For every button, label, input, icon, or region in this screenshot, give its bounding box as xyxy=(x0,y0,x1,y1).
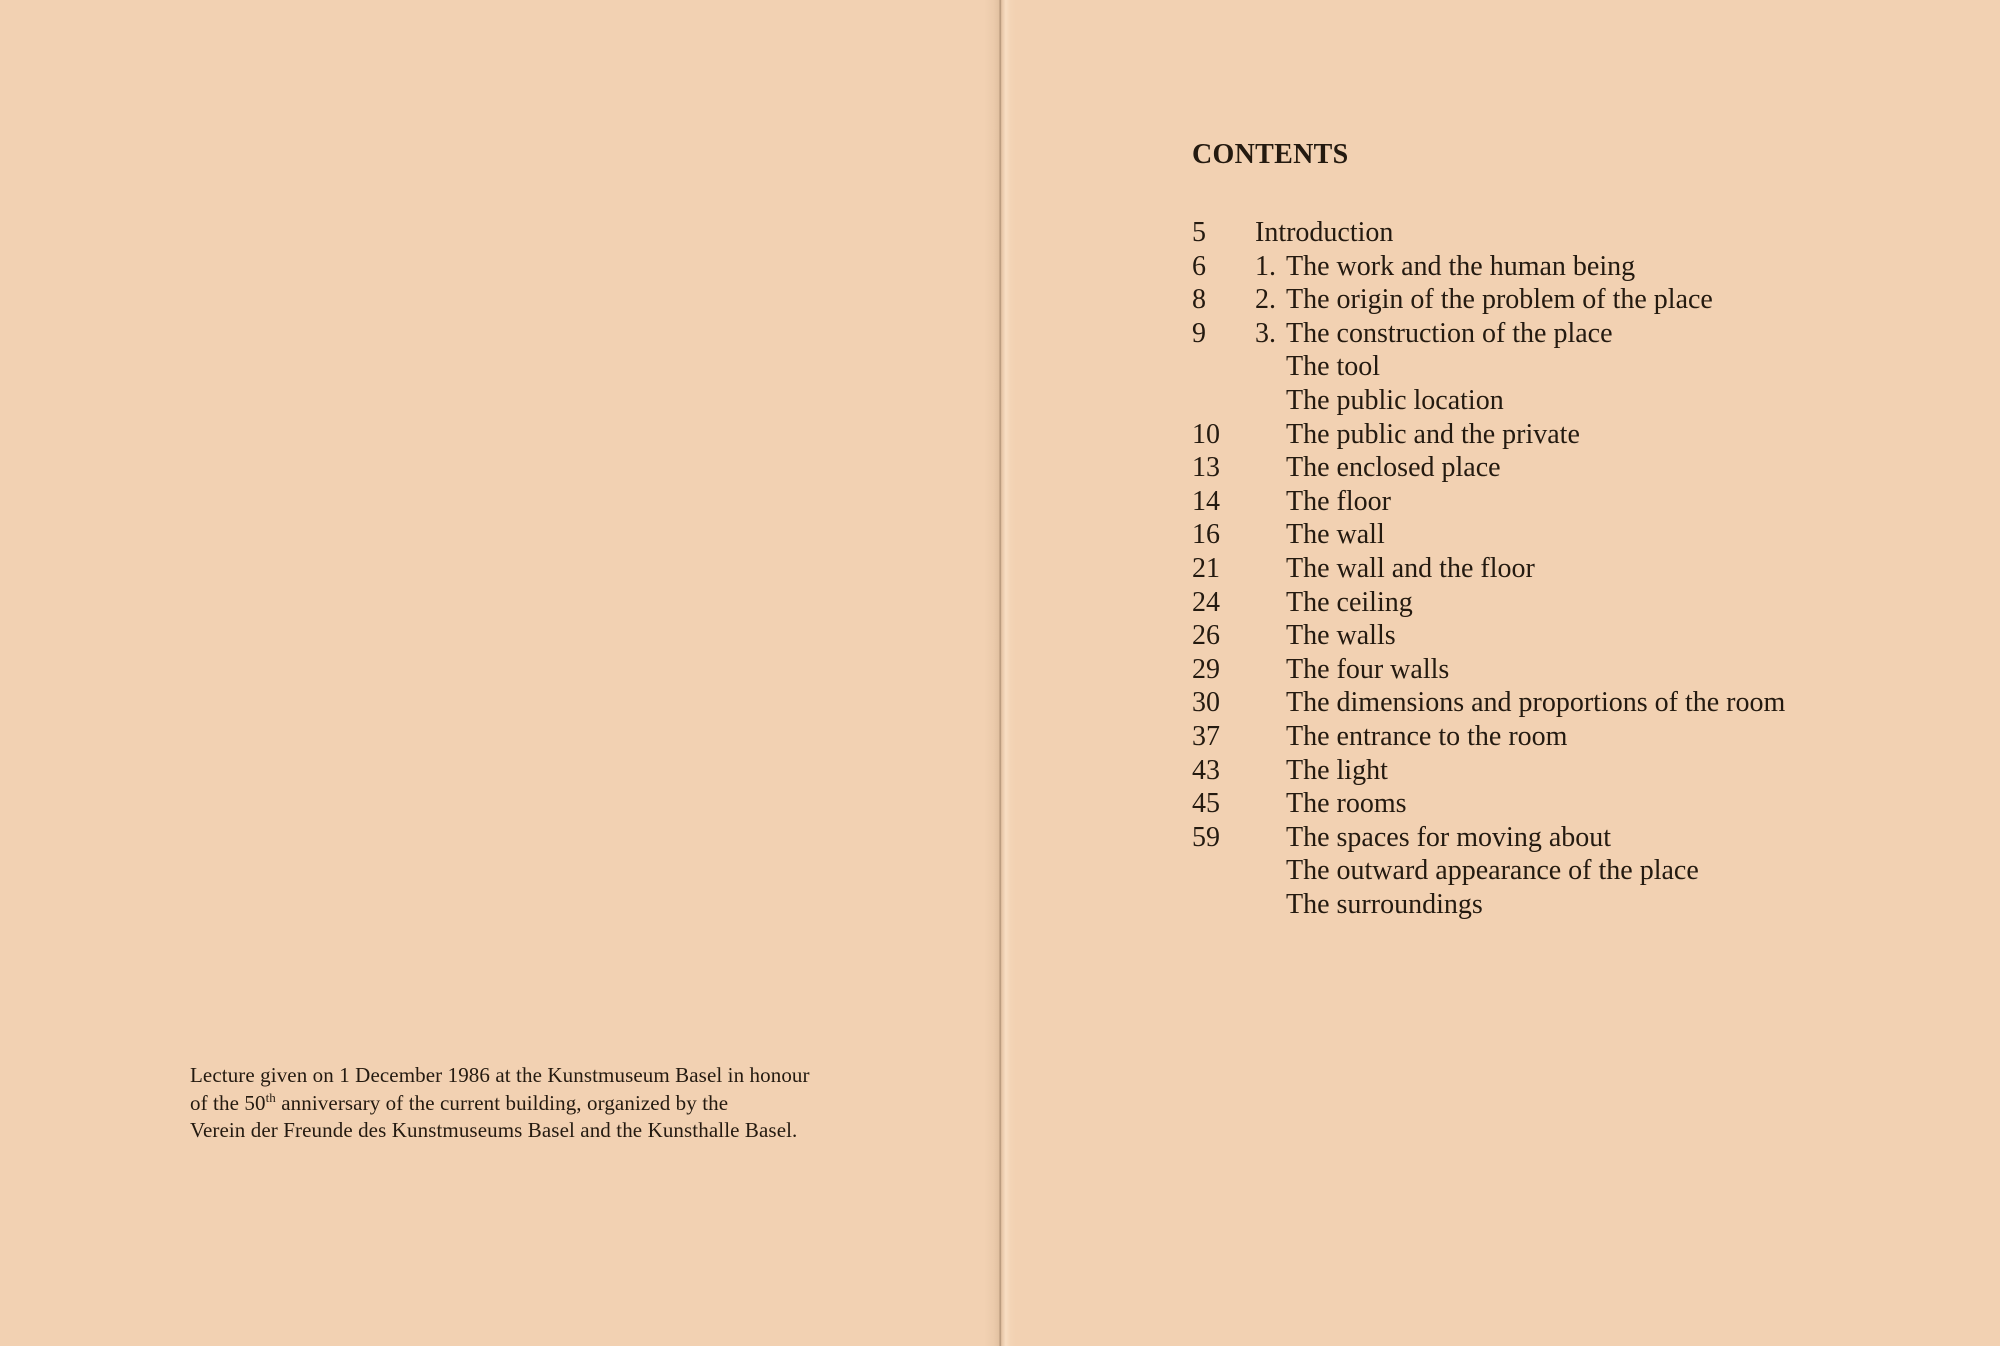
toc-page-number: 30 xyxy=(1192,687,1220,719)
toc-page-number: 59 xyxy=(1192,821,1220,853)
toc-row xyxy=(1192,384,1892,418)
toc-chapter-number xyxy=(1255,586,1286,620)
toc-entry-title: The rooms xyxy=(1286,788,1407,820)
toc-entry-title: The tool xyxy=(1286,351,1381,383)
toc-entry-title: The dimensions and proportions of the room xyxy=(1286,687,1786,719)
toc-entry-title: The light xyxy=(1286,754,1388,786)
toc-entry-title: The spaces for moving about xyxy=(1286,821,1612,853)
toc-entry-title: The enclosed place xyxy=(1286,452,1501,484)
ordinal-superscript: th xyxy=(265,1089,276,1105)
toc-chapter-number xyxy=(1255,653,1286,687)
toc-chapter-number: 2. xyxy=(1255,284,1276,316)
toc-chapter-number xyxy=(1255,619,1286,653)
toc-row xyxy=(1192,686,1892,720)
toc-entry-title: The public location xyxy=(1286,384,1504,416)
toc-page-number: 26 xyxy=(1192,620,1220,652)
colophon-line-1: Lecture given on 1 December 1986 at the Kunstmuseum Basel in honour xyxy=(190,1063,810,1087)
toc-page-number: 29 xyxy=(1192,653,1220,685)
toc-page-number: 10 xyxy=(1192,418,1220,450)
toc-entry-title: The surroundings xyxy=(1286,888,1483,920)
colophon-line-2-post: anniversary of the current building, organized by the xyxy=(275,1090,729,1115)
toc-chapter-number xyxy=(1255,686,1286,720)
toc-entry-title: The four walls xyxy=(1286,653,1450,685)
toc-entry-title: The outward appearance of the place xyxy=(1286,855,1699,887)
toc-row xyxy=(1192,619,1892,653)
toc-row xyxy=(1192,787,1892,821)
toc-chapter-number xyxy=(1255,384,1286,418)
toc-page-number: 45 xyxy=(1192,788,1220,820)
toc-entry-title: The origin of the problem of the place xyxy=(1286,284,1713,316)
table-of-contents xyxy=(1192,139,1892,920)
toc-entry-title: The wall and the floor xyxy=(1286,552,1535,584)
toc-row xyxy=(1192,317,1892,351)
colophon-text xyxy=(190,1062,850,1145)
contents-heading: CONTENTS xyxy=(1192,139,1349,170)
toc-row xyxy=(1192,754,1892,788)
toc-row xyxy=(1192,552,1892,586)
toc-entry-title: Introduction xyxy=(1255,217,1394,248)
toc-entry-title: The entrance to the room xyxy=(1286,720,1568,752)
toc-chapter-number xyxy=(1255,821,1286,855)
toc-row xyxy=(1192,283,1892,317)
toc-row xyxy=(1192,888,1892,922)
colophon-line-3: Verein der Freunde des Kunstmuseums Basel and the Kunsthalle Basel. xyxy=(190,1118,798,1142)
toc-entry-title: The walls xyxy=(1286,620,1396,652)
toc-row xyxy=(1192,586,1892,620)
toc-chapter-number xyxy=(1255,552,1286,586)
toc-entry-title: The public and the private xyxy=(1286,418,1580,450)
toc-page-number: 6 xyxy=(1192,250,1206,282)
toc-chapter-number xyxy=(1255,787,1286,821)
toc-chapter-number xyxy=(1255,754,1286,788)
toc-entry-title: The wall xyxy=(1286,519,1385,551)
toc-chapter-number xyxy=(1255,518,1286,552)
toc-chapter-number xyxy=(1255,485,1286,519)
toc-page-number: 8 xyxy=(1192,284,1206,316)
toc-page-number: 37 xyxy=(1192,720,1220,752)
toc-row xyxy=(1192,418,1892,452)
toc-chapter-number xyxy=(1255,888,1286,922)
toc-page-number xyxy=(1192,854,1255,888)
toc-chapter-number: 1. xyxy=(1255,250,1276,282)
toc-row xyxy=(1192,350,1892,384)
toc-page-number: 24 xyxy=(1192,586,1220,618)
toc-chapter-number xyxy=(1255,720,1286,754)
toc-row xyxy=(1192,485,1892,519)
toc-page-number xyxy=(1192,888,1255,922)
toc-chapter-number xyxy=(1255,854,1286,888)
toc-page-number: 21 xyxy=(1192,552,1220,584)
toc-page-number: 43 xyxy=(1192,754,1220,786)
toc-row xyxy=(1192,854,1892,888)
toc-row xyxy=(1192,653,1892,687)
toc-row xyxy=(1192,821,1892,855)
toc-entry-title: The construction of the place xyxy=(1286,317,1613,349)
toc-page-number: 13 xyxy=(1192,452,1220,484)
toc-entry-title: The work and the human being xyxy=(1286,250,1636,282)
toc-row xyxy=(1192,216,1892,250)
colophon-line-2-pre: of the 50 xyxy=(190,1090,266,1115)
toc-chapter-number: 3. xyxy=(1255,317,1276,349)
colophon-line-2 xyxy=(190,1090,850,1118)
toc-chapter-number xyxy=(1255,350,1286,384)
toc-page-number xyxy=(1192,384,1255,418)
toc-entry-title: The ceiling xyxy=(1286,586,1413,618)
toc-row xyxy=(1192,518,1892,552)
toc-page-number: 5 xyxy=(1192,217,1206,248)
toc-entry-list xyxy=(1192,216,1892,921)
toc-row xyxy=(1192,720,1892,754)
toc-page-number: 16 xyxy=(1192,519,1220,551)
toc-page-number: 9 xyxy=(1192,317,1206,349)
toc-page-number xyxy=(1192,350,1255,384)
toc-entry-title: The floor xyxy=(1286,485,1391,517)
toc-row xyxy=(1192,250,1892,284)
toc-chapter-number xyxy=(1255,418,1286,452)
toc-page-number: 14 xyxy=(1192,485,1220,517)
toc-chapter-number xyxy=(1255,451,1286,485)
toc-row xyxy=(1192,451,1892,485)
